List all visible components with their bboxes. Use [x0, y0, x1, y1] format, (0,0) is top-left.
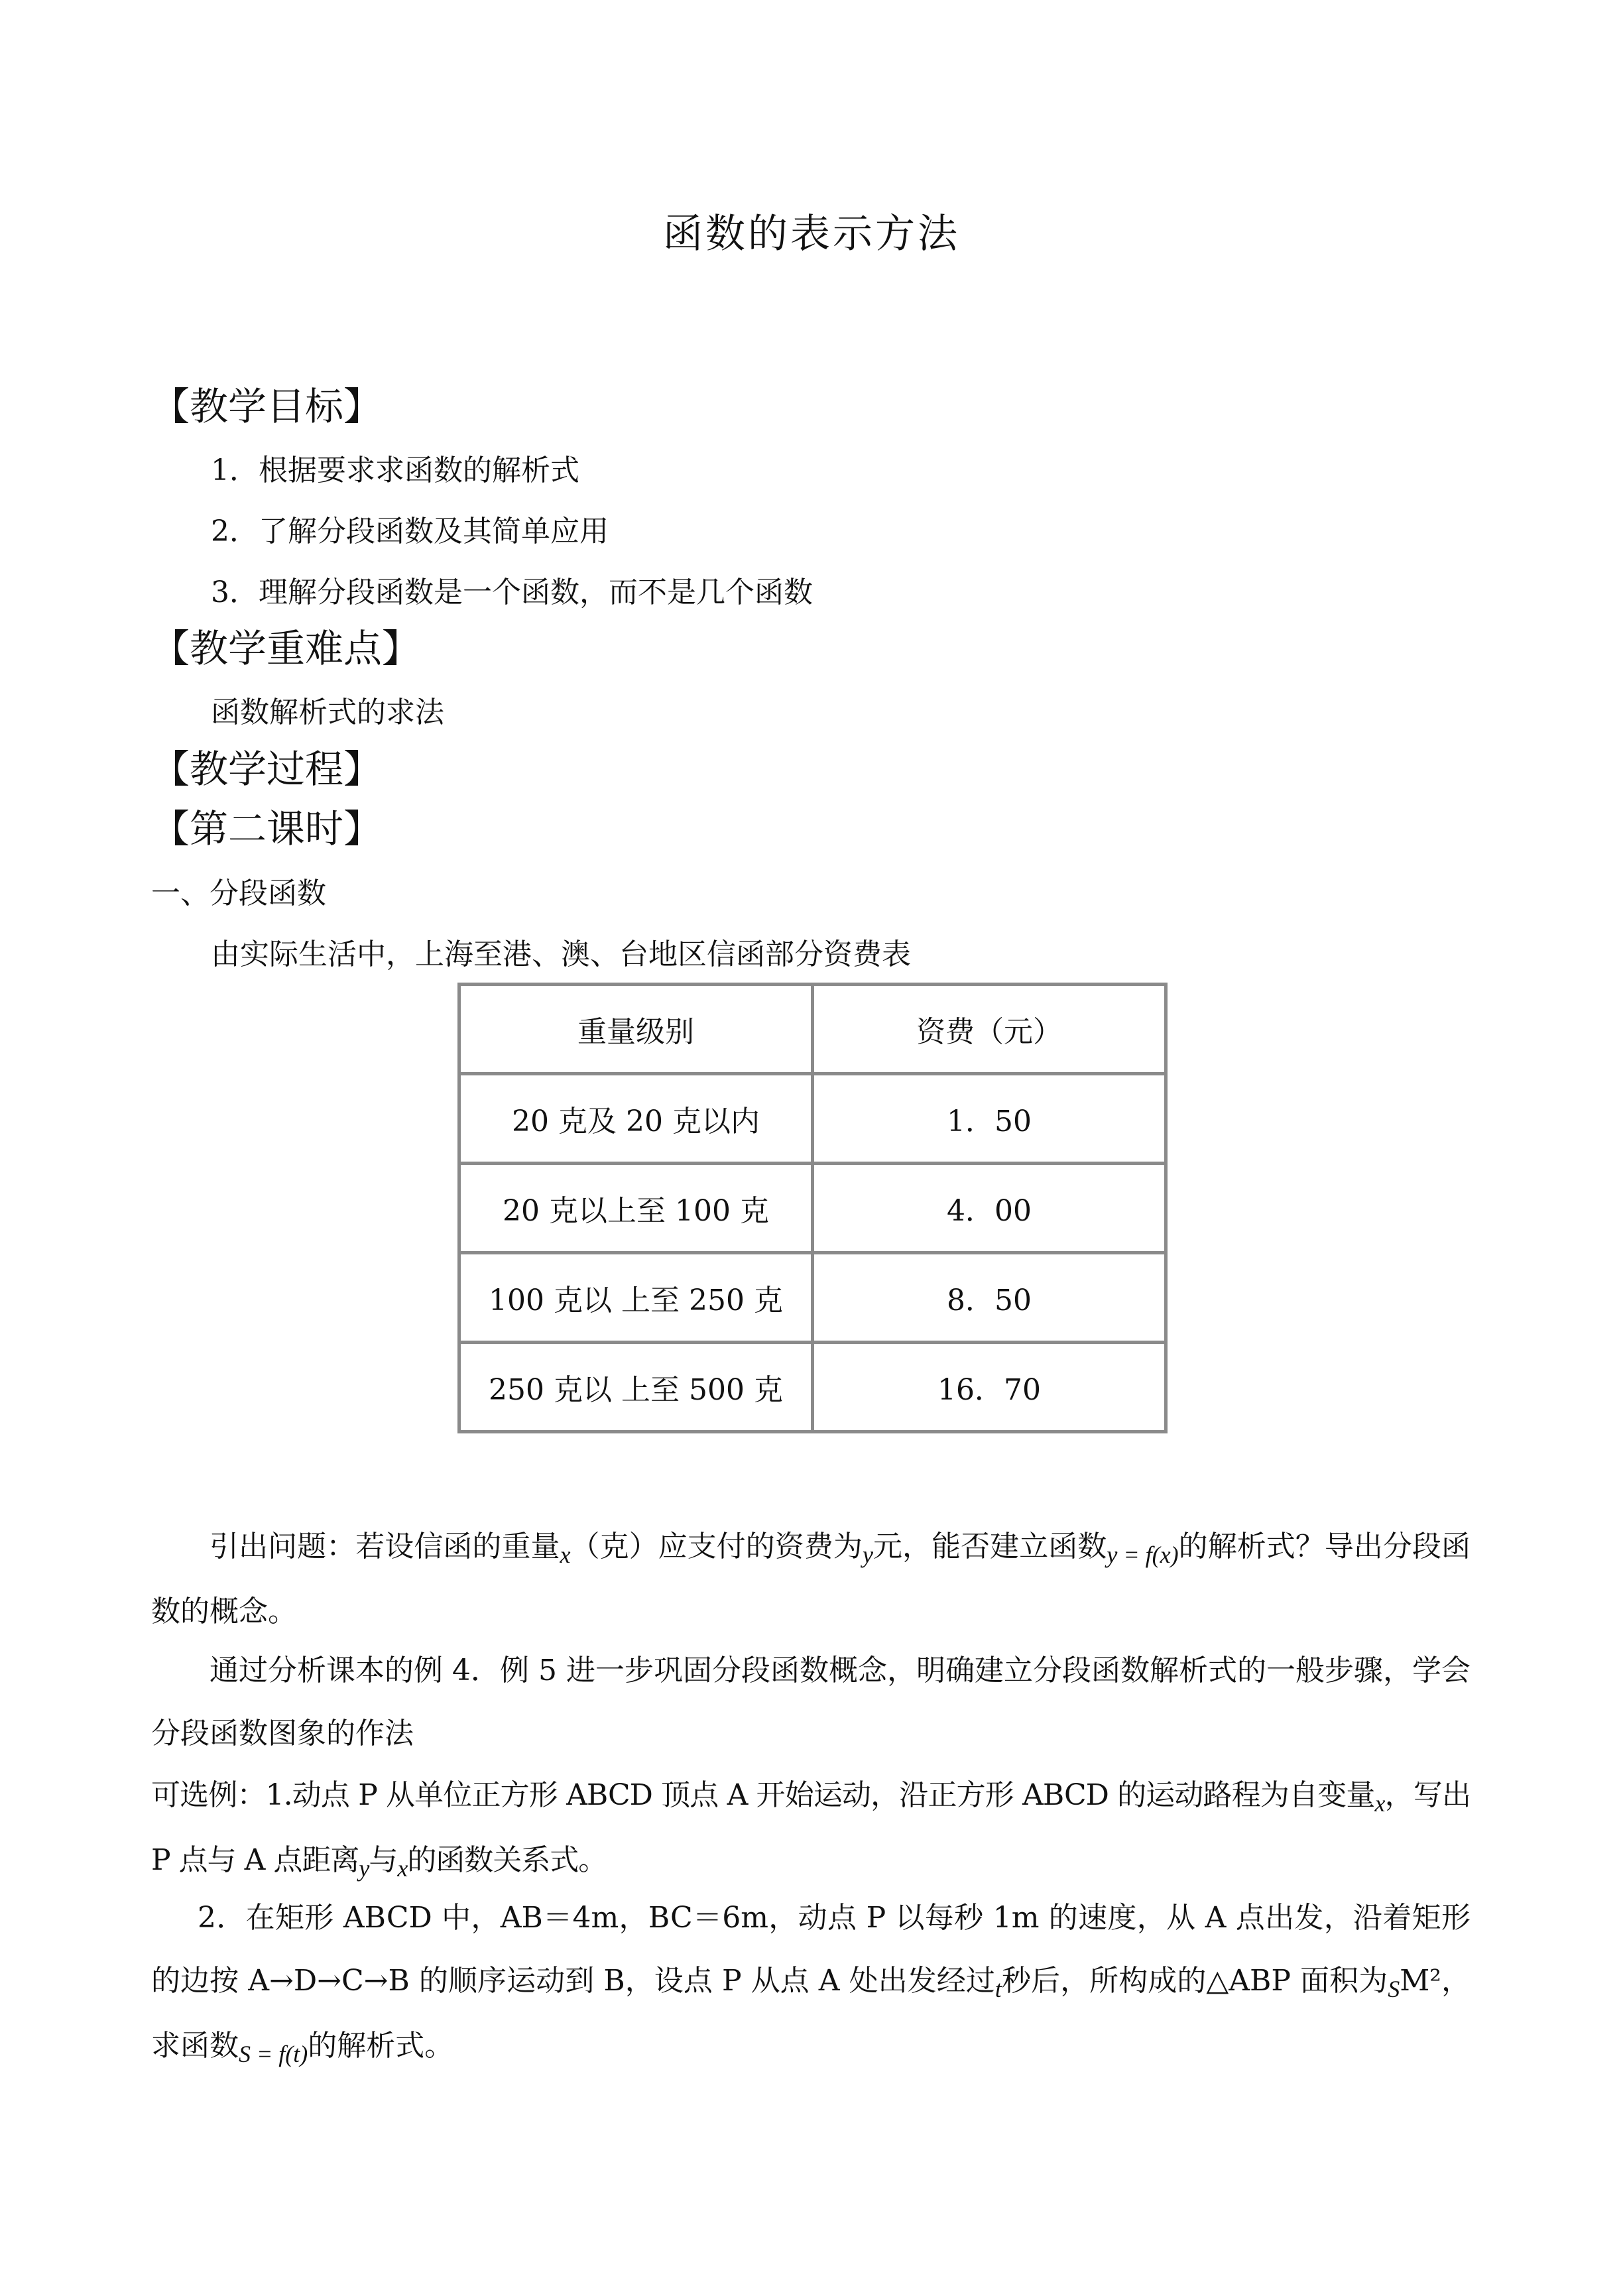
keypoint-text: 函数解析式的求法: [211, 695, 444, 729]
page-title: 函数的表示方法: [663, 211, 960, 257]
table-header-row: [459, 985, 1166, 1074]
objective-item-3: 3．理解分段函数是一个函数，而不是几个函数: [211, 575, 813, 609]
table-cell: 20 克及 20 克以内: [459, 1074, 813, 1164]
rectangle-example-paragraph: 2．在矩形 ABCD 中，AB＝4m，BC＝6m，动点 P 以每秒 1m 的速度，从 A 点出发，沿着矩形的边按 A→D→C→B 的顺序运动到 B，设点 P 从点 A 处出发经过$_t$秒后，所构成的△ABP 面积为$_S$M²，求函数$_{S = f(t)}$的解析式。: [151, 1901, 1471, 2067]
table-header-cell: 资费（元）: [813, 985, 1166, 1074]
table-cell: 20 克以上至 100 克: [459, 1164, 813, 1253]
objective-item-1: 1．根据要求求函数的解析式: [211, 453, 579, 487]
table-intro: 由实际生活中，上海至港、澳、台地区信函部分资费表: [211, 937, 911, 971]
table-cell: 250 克以 上至 500 克: [459, 1343, 813, 1432]
math-x: x: [1374, 1790, 1385, 1817]
math-x: x: [560, 1541, 571, 1568]
table-header-cell: 重量级别: [459, 985, 813, 1074]
part-heading: 一、分段函数: [151, 876, 326, 910]
table-row: [459, 1074, 1166, 1164]
table-cell: 100 克以 上至 250 克: [459, 1253, 813, 1343]
heading-keypoints: 【教学重难点】: [151, 626, 421, 671]
optional-example-paragraph: 可选例：1.动点 P 从单位正方形 ABCD 顶点 A 开始运动，沿正方形 ABCD 的运动路程为自变量$_x$，写出 P 点与 A 点距离$_y$与$_x$的函数关系式。: [151, 1778, 1471, 1882]
table-cell: 1．50: [813, 1074, 1166, 1164]
heading-lesson: 【第二课时】: [151, 806, 383, 851]
examples-paragraph: 通过分析课本的例 4．例 5 进一步巩固分段函数概念，明确建立分段函数解析式的一般步骤，学会分段函数图象的作法: [151, 1654, 1471, 1750]
table-row: [459, 1164, 1166, 1253]
table-cell: 16．70: [813, 1343, 1166, 1432]
math-function: y = f(x): [1107, 1541, 1179, 1568]
math-t: t: [994, 1976, 1002, 2002]
heading-objectives: 【教学目标】: [151, 384, 383, 429]
math-y: y: [862, 1541, 873, 1568]
table-cell: 4．00: [813, 1164, 1166, 1253]
table-row: [459, 1253, 1166, 1343]
math-x: x: [397, 1855, 408, 1882]
objective-item-2: 2．了解分段函数及其简单应用: [211, 514, 609, 548]
math-y: y: [359, 1855, 369, 1882]
math-s: S: [1388, 1976, 1400, 2002]
table-row: [459, 1343, 1166, 1432]
question-paragraph: 引出问题：若设信函的重量$_x$（克）应支付的资费为$_y$元，能否建立函数$_{y = f(x)}$的解析式？导出分段函数的概念。: [151, 1530, 1471, 1628]
math-function: S = f(t): [239, 2041, 308, 2067]
fee-table: [457, 983, 1168, 1433]
table-cell: 8．50: [813, 1253, 1166, 1343]
heading-process: 【教学过程】: [151, 747, 383, 792]
